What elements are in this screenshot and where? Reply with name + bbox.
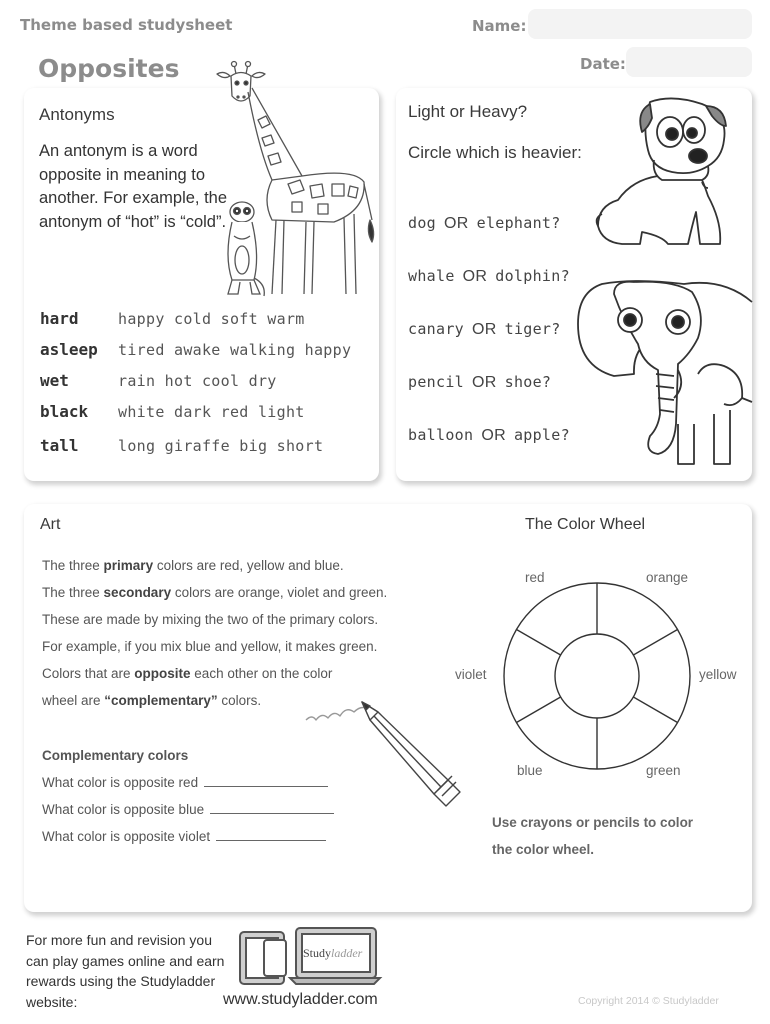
antonym-options[interactable]: happy cold soft warm [118, 310, 305, 328]
elephant-illustration [574, 274, 752, 468]
complementary-heading: Complementary colors [42, 748, 189, 763]
option-b[interactable]: tiger? [504, 320, 561, 338]
option-b[interactable]: elephant? [476, 214, 561, 232]
art-text-line: These are made by mixing the two of the primary colors. [42, 612, 379, 627]
wheel-label-blue: blue [517, 763, 543, 778]
antonym-word: black [40, 402, 89, 421]
wheel-instruction: the color wheel. [492, 842, 595, 857]
website-link[interactable]: www.studyladder.com [223, 991, 378, 1008]
opposite-keyword: opposite [134, 666, 191, 681]
complementary-question: What color is opposite blue [42, 802, 334, 817]
wheel-label-orange: orange [646, 570, 689, 585]
light-or-heavy-instruction: Circle which is heavier: [408, 143, 582, 162]
color-wheel [502, 581, 692, 771]
light-or-heavy-title: Light or Heavy? [408, 102, 528, 121]
sheet-type-label: Theme based studysheet [20, 16, 233, 34]
name-field[interactable] [528, 9, 752, 39]
antonym-options[interactable]: white dark red light [118, 403, 305, 421]
color-wheel-center[interactable] [555, 634, 639, 718]
antonym-word: hard [40, 309, 79, 328]
option-b[interactable]: dolphin? [495, 267, 570, 285]
option-a[interactable]: whale [408, 267, 455, 285]
antonym-row [40, 402, 370, 426]
or-label: OR [481, 427, 506, 444]
option-a[interactable]: pencil [408, 373, 464, 391]
studyladder-logo: Studyladder [303, 946, 363, 960]
antonym-row [40, 309, 370, 333]
date-field[interactable] [626, 47, 752, 77]
page-title: Opposites [38, 54, 180, 83]
wheel-label-yellow: yellow [699, 667, 737, 682]
antonym-options[interactable]: rain hot cool dry [118, 372, 277, 390]
option-b[interactable]: shoe? [504, 373, 552, 391]
or-label: OR [444, 215, 469, 232]
answer-blank[interactable] [216, 829, 326, 841]
meerkat-illustration [220, 196, 270, 300]
complementary-keyword: “complementary” [104, 693, 218, 708]
antonyms-intro: An antonym is a word opposite in meaning to another. For example, the antonym of “hot” is “cold”. [39, 142, 228, 231]
antonym-row [40, 436, 370, 460]
option-a[interactable]: canary [408, 320, 464, 338]
footer-promo: For more fun and revision you can play games online and earn rewards using the Studyladder website: [26, 932, 225, 1010]
art-text-line: The three primary colors are red, yellow and blue. [42, 558, 344, 573]
copyright-notice: Copyright 2014 © Studyladder [578, 995, 719, 1007]
antonym-word: asleep [40, 340, 98, 359]
wheel-label-red: red [525, 570, 545, 585]
art-title: Art [40, 516, 61, 533]
or-label: OR [472, 321, 497, 338]
comparison-row [408, 320, 561, 339]
comparison-row [408, 214, 561, 233]
antonym-options[interactable]: long giraffe big short [118, 437, 324, 455]
option-a[interactable]: dog [408, 214, 436, 232]
pencil-illustration [304, 698, 466, 808]
comparison-row [408, 426, 570, 445]
antonym-row [40, 340, 370, 364]
option-a[interactable]: balloon [408, 426, 474, 444]
antonym-word: wet [40, 371, 69, 390]
date-label: Date: [580, 55, 626, 73]
option-b[interactable]: apple? [513, 426, 570, 444]
art-text-line: For example, if you mix blue and yellow, it makes green. [42, 639, 378, 654]
or-label: OR [472, 374, 497, 391]
or-label: OR [462, 268, 488, 285]
antonym-options[interactable]: tired awake walking happy [118, 341, 352, 359]
dog-illustration [592, 96, 732, 252]
color-wheel-title: The Color Wheel [525, 516, 646, 533]
name-label: Name: [472, 17, 527, 35]
antonyms-title: Antonyms [39, 105, 115, 124]
complementary-question: What color is opposite red [42, 775, 328, 790]
art-text-line: wheel are “complementary” colors. [42, 693, 262, 708]
comparison-row [408, 267, 570, 286]
art-text-line: Colors that are opposite each other on the color [42, 666, 333, 681]
art-text-line: The three secondary colors are orange, violet and green. [42, 585, 388, 600]
wheel-instruction: Use crayons or pencils to color [492, 815, 694, 830]
primary-keyword: primary [103, 558, 154, 573]
antonym-word: tall [40, 436, 79, 455]
wheel-label-green: green [646, 763, 681, 778]
comparison-row [408, 373, 551, 392]
secondary-keyword: secondary [103, 585, 172, 600]
complementary-question: What color is opposite violet [42, 829, 326, 844]
wheel-label-violet: violet [455, 667, 487, 682]
antonym-row [40, 371, 370, 395]
